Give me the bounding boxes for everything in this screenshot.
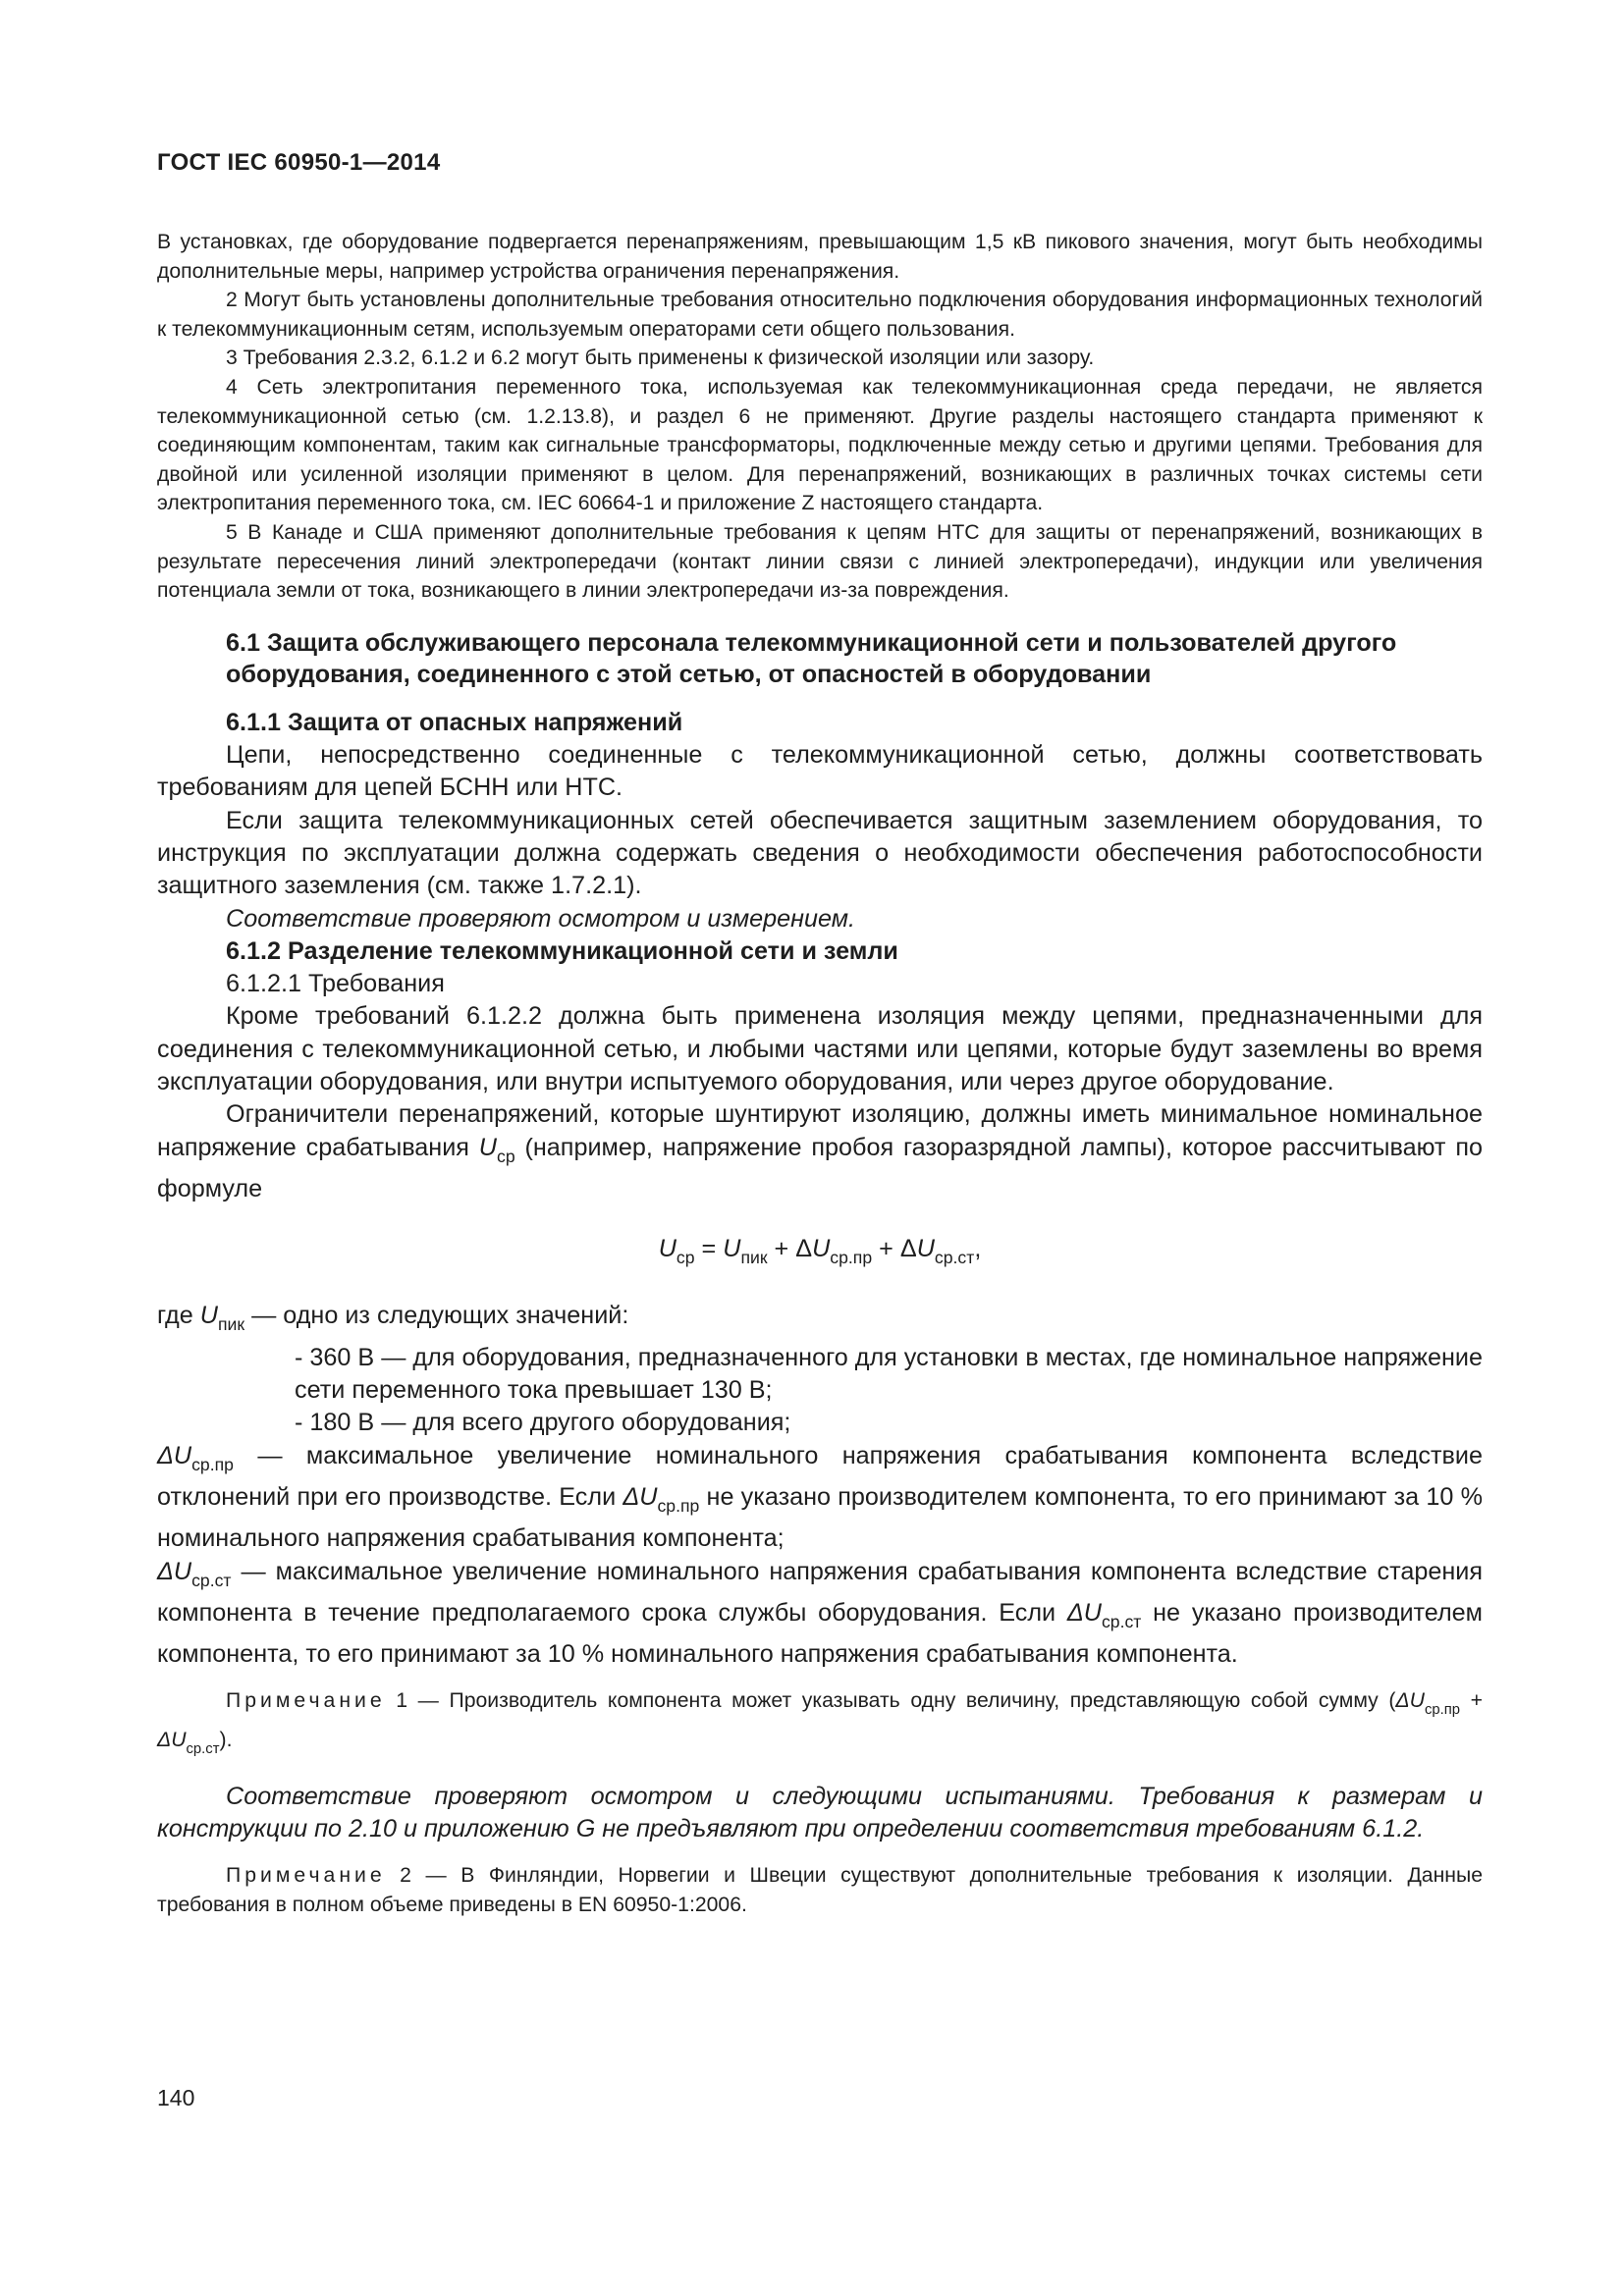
- note-5: 5 В Канаде и США применяют дополнительные требования к цепям НТС для защиты от перенапряжений, возникающих в результате пересечения линий электропередачи (контакт линии связи с линией электропередачи), индукции или увеличения потенциала земли от тока, возникающего в линии электропередачи из-за повреждения.: [157, 520, 1483, 603]
- section-6-1-heading: 6.1 Защита обслуживающего персонала телекоммуникационной сети и пользователей другого оборудования, соединенного с этой сетью, от опасностей в оборудовании: [226, 628, 1397, 689]
- section-6-1-1-paragraph-2: Если защита телекоммуникационных сетей обеспечивается защитным заземлением оборудования, то инструкция по эксплуатации должна содержать сведения о необходимости обеспечения работоспособности защитного заземления (см. также 1.7.2.1).: [157, 806, 1483, 900]
- where-clause: где $U_{пик}$ — одно из следующих значений:: [157, 1302, 629, 1335]
- formula-u-sr: $U_{ср} = U_{пик} + \Delta U_{ср.пр} + \Delta U_{ср.ст}$,: [658, 1235, 982, 1268]
- note-3: 3 Требования 2.3.2, 6.1.2 и 6.2 могут быть применены к физической изоляции или зазору.: [226, 347, 1095, 370]
- note-4: 4 Сеть электропитания переменного тока, используемая как телекоммуникационная среда передачи, не является телекоммуникационной сетью (см. 1.2.13.8), и раздел 6 не применяют. Другие разделы настоящего стандарта применяют к соединяющим компонентам, таким как сигнальные трансформаторы, подключенные между сетью и другими цепями. Требования для двойной или усиленной изоляции применяют в целом. Для перенапряжений, возникающих в различных точках системы сети электропитания переменного тока, см. IEC 60664-1 и приложение Z настоящего стандарта.: [157, 375, 1483, 515]
- compliance-statement-2: Соответствие проверяют осмотром и следующими испытаниями. Требования к размерам и конструкции по 2.10 и приложению G не предъявляют при определении соответствия требованиям 6.1.2.: [157, 1782, 1483, 1842]
- list-item-360v: - 360 В — для оборудования, предназначенного для установки в местах, где номинальное напряжение сети переменного тока превышает 130 В;: [295, 1343, 1483, 1405]
- page-content: [157, 228, 1483, 1919]
- compliance-statement-1: Соответствие проверяют осмотром и измерением.: [226, 904, 855, 933]
- note-2-final: Примечание 2 — В Финляндии, Норвегии и Швеции существуют дополнительные требования к изоляции. Данные требования в полном объеме приведены в EN 60950-1:2006.: [157, 1864, 1483, 1916]
- page-header: ГОСТ IEC 60950-1—2014: [157, 149, 441, 176]
- list-item-180v: - 180 В — для всего другого оборудования;: [295, 1409, 791, 1437]
- definition-delta-u-sr-pr: $\Delta U_{ср.пр}$ — максимальное увеличение номинального напряжения срабатывания компонента вследствие отклонений при его производстве. Если $\Delta U_{ср.пр}$ не указано производителем компонента, то его принимают за 10 % номинального напряжения срабатывания компонента;: [157, 1441, 1483, 1553]
- section-6-1-2-1-paragraph-1: Кроме требований 6.1.2.2 должна быть применена изоляция между цепями, предназначенными для соединения с телекоммуникационной сетью, и любыми частями или цепями, которые будут заземлены во время эксплуатации оборудования, или внутри испытуемого оборудования, или через другое оборудование.: [157, 1002, 1483, 1095]
- definition-delta-u-sr-st: $\Delta U_{ср.ст}$ — максимальное увеличение номинального напряжения срабатывания компонента вследствие старения компонента в течение предполагаемого срока службы оборудования. Если $\Delta U_{ср.ст}$ не указано производителем компонента, то его принимают за 10 % номинального напряжения срабатывания компонента.: [157, 1557, 1483, 1669]
- section-6-1-1-heading: 6.1.1 Защита от опасных напряжений: [226, 708, 683, 736]
- section-6-1-2-heading: 6.1.2 Разделение телекоммуникационной сети и земли: [226, 936, 898, 965]
- section-6-1-2-1-heading: 6.1.2.1 Требования: [226, 970, 445, 998]
- note-1: Примечание 1 — Производитель компонента может указывать одну величину, представляющую собой сумму $(\Delta U_{ср.пр} + \Delta U_{ср.ст})$.: [157, 1689, 1483, 1758]
- note-continuation: В установках, где оборудование подвергается перенапряжениям, превышающим 1,5 кВ пикового значения, могут быть необходимы дополнительные меры, например устройства ограничения перенапряжения.: [157, 231, 1483, 283]
- section-6-1-1-paragraph-1: Цепи, непосредственно соединенные с телекоммуникационной сетью, должны соответствовать требованиям для цепей БСНН или НТС.: [157, 741, 1483, 802]
- note-2: 2 Могут быть установлены дополнительные требования относительно подключения оборудования информационных технологий к телекоммуникационным сетям, используемым операторами сети общего пользования.: [157, 289, 1483, 341]
- page-number: 140: [157, 2085, 195, 2110]
- section-6-1-2-1-paragraph-2: Ограничители перенапряжений, которые шунтируют изоляцию, должны иметь минимальное номинальное напряжение срабатывания $U_{ср}$ (например, напряжение пробоя газоразрядной лампы), которое рассчитывают по формуле: [157, 1100, 1483, 1202]
